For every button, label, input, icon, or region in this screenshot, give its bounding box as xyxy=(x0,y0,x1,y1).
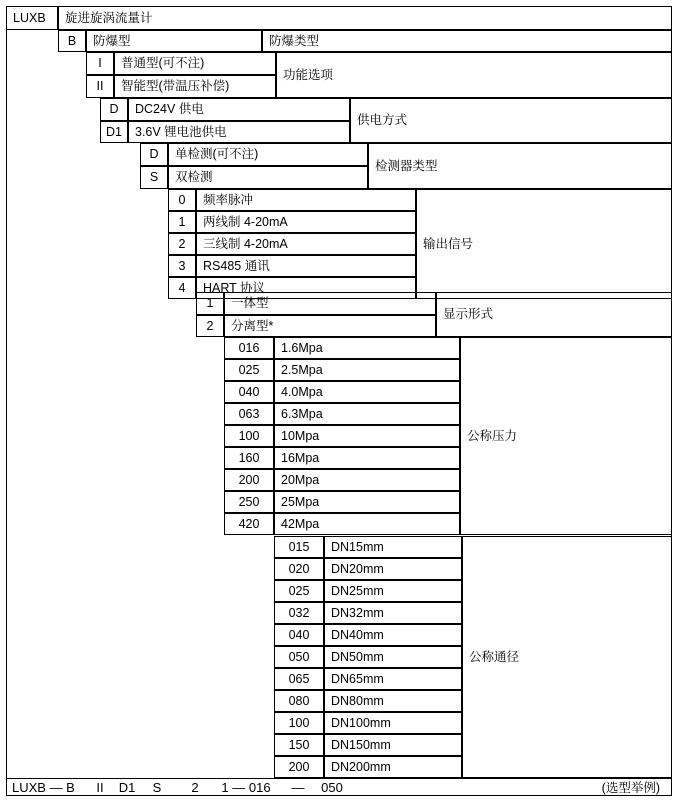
code-cell-press-160 xyxy=(224,447,274,469)
code-cell-press-063 xyxy=(224,403,274,425)
desc-text: 1.6Mpa xyxy=(281,340,323,355)
desc-cell-out-3 xyxy=(196,255,416,277)
example-model xyxy=(6,778,96,796)
desc-text: DN80mm xyxy=(331,693,384,708)
code-cell-ii xyxy=(86,75,114,98)
code-cell-press-250 xyxy=(224,491,274,513)
code-cell-dia-100 xyxy=(274,712,324,734)
code-text: D xyxy=(109,102,119,117)
code-cell-dia-040 xyxy=(274,624,324,646)
desc-cell-press-040 xyxy=(274,381,460,403)
group-label: 供电方式 xyxy=(357,113,408,128)
code-text: 050 xyxy=(288,649,310,664)
code-cell-press-420 xyxy=(224,513,274,535)
example-note xyxy=(500,778,668,796)
desc-text: 单检测(可不注) xyxy=(175,147,259,162)
desc-text: DN40mm xyxy=(331,627,384,642)
code-text: 3 xyxy=(178,258,186,273)
desc-text: 6.3Mpa xyxy=(281,406,323,421)
desc-text: DC24V 供电 xyxy=(135,102,204,117)
group-label: 公称压力 xyxy=(467,428,518,443)
desc-cell-disp-1 xyxy=(224,292,436,315)
code-text: 025 xyxy=(238,362,260,377)
group-cell-power-supply xyxy=(350,98,672,143)
code-text: 016 xyxy=(238,340,260,355)
code-cell-press-100 xyxy=(224,425,274,447)
code-cell-press-040 xyxy=(224,381,274,403)
code-cell-out-3 xyxy=(168,255,196,277)
desc-cell-out-1 xyxy=(196,211,416,233)
code-text: D1 xyxy=(106,124,122,139)
code-cell-out-4 xyxy=(168,277,196,299)
desc-cell-dia-020 xyxy=(324,558,462,580)
desc-cell-dia-032 xyxy=(324,602,462,624)
group-cell-nominal-pressure xyxy=(460,337,672,535)
code-text: 032 xyxy=(288,605,310,620)
desc-text: DN65mm xyxy=(331,671,384,686)
desc-cell-d-power xyxy=(128,98,350,121)
desc-cell-press-016 xyxy=(274,337,460,359)
model-code-text: LUXB xyxy=(13,10,46,25)
desc-text: 普通型(可不注) xyxy=(121,56,205,71)
example-field-2-text: D1 xyxy=(118,779,136,795)
desc-text: DN200mm xyxy=(331,759,391,774)
code-text: 040 xyxy=(288,627,310,642)
group-label: 输出信号 xyxy=(423,236,474,251)
desc-text: 智能型(带温压补偿) xyxy=(121,79,230,94)
desc-text: 2.5Mpa xyxy=(281,362,323,377)
desc-cell-i xyxy=(114,52,276,75)
desc-cell-press-025 xyxy=(274,359,460,381)
desc-cell-out-0 xyxy=(196,189,416,211)
group-cell-output-signal xyxy=(416,189,672,299)
desc-text: 20Mpa xyxy=(281,472,320,487)
code-text: S xyxy=(149,170,159,185)
example-field-1-text: II xyxy=(96,779,104,795)
example-field-1 xyxy=(88,778,112,796)
desc-cell-dia-050 xyxy=(324,646,462,668)
code-cell-dia-150 xyxy=(274,734,324,756)
group-label: 公称通径 xyxy=(469,649,520,664)
code-cell-disp-2 xyxy=(196,315,224,337)
group-cell-explosion-type xyxy=(262,30,672,52)
desc-cell-press-160 xyxy=(274,447,460,469)
desc-text: 防爆型 xyxy=(93,33,131,48)
code-text: B xyxy=(67,33,77,48)
desc-text: 频率脉冲 xyxy=(203,192,254,207)
desc-cell-dia-015 xyxy=(324,536,462,558)
model-name-text: 旋进旋涡流量计 xyxy=(65,10,153,25)
desc-cell-press-063 xyxy=(274,403,460,425)
desc-text: 三线制 4-20mA xyxy=(203,236,288,251)
desc-text: 42Mpa xyxy=(281,516,320,531)
code-text: 065 xyxy=(288,671,310,686)
desc-cell-dia-150 xyxy=(324,734,462,756)
code-cell-dia-200 xyxy=(274,756,324,778)
code-cell-disp-1 xyxy=(196,292,224,315)
desc-text: DN150mm xyxy=(331,737,391,752)
desc-cell-out-2 xyxy=(196,233,416,255)
code-text: 063 xyxy=(238,406,260,421)
code-cell-b xyxy=(58,30,86,52)
code-cell-dia-065 xyxy=(274,668,324,690)
code-cell-dia-015 xyxy=(274,536,324,558)
group-label: 检测器类型 xyxy=(375,158,438,173)
desc-cell-dia-200 xyxy=(324,756,462,778)
example-field-3-text: S xyxy=(152,779,162,795)
code-cell-d-power xyxy=(100,98,128,121)
code-text: 080 xyxy=(288,693,310,708)
desc-cell-press-100 xyxy=(274,425,460,447)
desc-cell-press-200 xyxy=(274,469,460,491)
code-cell-press-016 xyxy=(224,337,274,359)
example-field-2 xyxy=(112,778,142,796)
code-cell-s-detector xyxy=(140,166,168,189)
model-name-cell xyxy=(58,6,672,30)
code-text: 0 xyxy=(178,192,186,207)
code-text: 200 xyxy=(288,759,310,774)
desc-cell-ii xyxy=(114,75,276,98)
code-text: 2 xyxy=(178,236,186,251)
example-field-4-text: 2 xyxy=(191,779,199,795)
code-cell-i xyxy=(86,52,114,75)
code-cell-d1-power xyxy=(100,121,128,143)
example-note-text: (选型举例) xyxy=(601,781,660,795)
desc-text: 分离型* xyxy=(231,318,274,333)
desc-cell-disp-2 xyxy=(224,315,436,337)
desc-text: 一体型 xyxy=(231,296,269,311)
code-text: 025 xyxy=(288,583,310,598)
example-model-text: LUXB — B xyxy=(12,779,75,795)
code-cell-dia-025 xyxy=(274,580,324,602)
desc-cell-d1-power xyxy=(128,121,350,143)
desc-text: DN50mm xyxy=(331,649,384,664)
desc-text: 10Mpa xyxy=(281,428,320,443)
desc-text: 16Mpa xyxy=(281,450,320,465)
code-text: II xyxy=(96,79,104,94)
code-cell-dia-050 xyxy=(274,646,324,668)
group-cell-detector-type xyxy=(368,143,672,189)
example-dash-text: — xyxy=(291,779,305,795)
group-cell-nominal-diameter xyxy=(462,536,672,778)
code-text: 015 xyxy=(288,539,310,554)
code-text: 040 xyxy=(238,384,260,399)
group-label: 显示形式 xyxy=(443,307,494,322)
example-field-5-text: 1 — 016 xyxy=(221,779,271,795)
example-field-6 xyxy=(310,778,354,796)
desc-text: 3.6V 锂电池供电 xyxy=(135,124,227,139)
desc-text: 双检测 xyxy=(175,170,213,185)
example-dash xyxy=(286,778,310,796)
code-cell-dia-020 xyxy=(274,558,324,580)
desc-cell-press-420 xyxy=(274,513,460,535)
code-text: 4 xyxy=(178,280,186,295)
group-label: 功能选项 xyxy=(283,67,334,82)
code-text: 250 xyxy=(238,494,260,509)
code-cell-out-1 xyxy=(168,211,196,233)
example-field-6-text: 050 xyxy=(321,779,343,795)
group-label: 防爆类型 xyxy=(269,33,320,48)
code-text: 420 xyxy=(238,516,260,531)
code-cell-out-0 xyxy=(168,189,196,211)
desc-text: 4.0Mpa xyxy=(281,384,323,399)
example-field-4 xyxy=(182,778,208,796)
desc-text: DN20mm xyxy=(331,561,384,576)
desc-cell-s-detector xyxy=(168,166,368,189)
code-text: 2 xyxy=(206,318,214,333)
desc-text: RS485 通讯 xyxy=(203,258,270,273)
desc-cell-d-detector xyxy=(168,143,368,166)
code-text: 1 xyxy=(178,214,186,229)
desc-cell-b xyxy=(86,30,262,52)
code-text: 020 xyxy=(288,561,310,576)
desc-cell-press-250 xyxy=(274,491,460,513)
group-cell-function-option xyxy=(276,52,672,98)
desc-cell-dia-080 xyxy=(324,690,462,712)
desc-cell-dia-025 xyxy=(324,580,462,602)
code-cell-press-025 xyxy=(224,359,274,381)
code-text: 200 xyxy=(238,472,260,487)
desc-text: DN25mm xyxy=(331,583,384,598)
code-cell-d-detector xyxy=(140,143,168,166)
example-field-5 xyxy=(206,778,286,796)
code-cell-out-2 xyxy=(168,233,196,255)
model-code-cell xyxy=(6,6,58,30)
example-field-3 xyxy=(144,778,170,796)
desc-text: HART 协议 xyxy=(203,280,266,295)
code-text: 150 xyxy=(288,737,310,752)
code-cell-dia-080 xyxy=(274,690,324,712)
code-cell-dia-032 xyxy=(274,602,324,624)
code-text: 100 xyxy=(238,428,260,443)
code-text: 100 xyxy=(288,715,310,730)
code-text: 160 xyxy=(238,450,260,465)
desc-cell-dia-065 xyxy=(324,668,462,690)
code-text: I xyxy=(98,56,102,71)
desc-text: DN15mm xyxy=(331,539,384,554)
desc-cell-dia-040 xyxy=(324,624,462,646)
desc-cell-dia-100 xyxy=(324,712,462,734)
desc-text: 两线制 4-20mA xyxy=(203,214,288,229)
desc-text: 25Mpa xyxy=(281,494,320,509)
desc-text: DN32mm xyxy=(331,605,384,620)
group-cell-display-form xyxy=(436,292,672,337)
desc-text: DN100mm xyxy=(331,715,391,730)
code-text: D xyxy=(149,147,159,162)
code-text: 1 xyxy=(206,296,214,311)
code-cell-press-200 xyxy=(224,469,274,491)
